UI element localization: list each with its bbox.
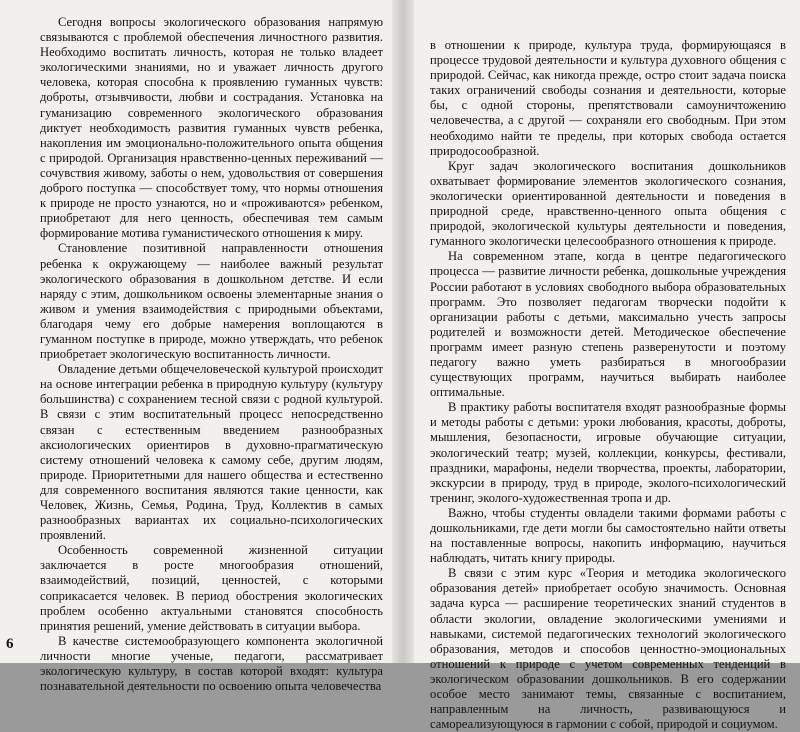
right-paragraph-4: Важно, чтобы студенты овладели такими формами работы с дошкольниками, где дети могли бы самостоятельно найти ответы на поставленные вопросы, накопить информацию, научиться наблюдать, читать книгу природы. xyxy=(430,505,786,566)
right-page xyxy=(414,0,800,732)
book-gutter xyxy=(392,0,414,663)
right-paragraph-5: В связи с этим курс «Теория и методика экологического образования детей» приобретает особую значимость. Основная задача курса — расширение теоретических знаний студентов в области экологии, овладение экологическими умениями и навыками, системой педагогических технологий экологического образования, методов и способов ценностно-эмоциональных отношений к природе с учетом современных тенденций в экологическом образовании дошкольников. В его содержании особое место занимают темы, связанные с воспитанием, направленным на личность, развивающуюся и самореализующуюся в гармонии с собой, природой и социумом. xyxy=(430,566,786,732)
page-number: 6 xyxy=(6,636,14,652)
right-continuation: в отношении к природе, культура труда, формирующаяся в процессе трудовой деятельности и культура духовного общения с природой. Сейчас, как никогда прежде, остро стоит задача поиска таких ограничений свободы сознания и деятельности, которые бы, с одной стороны, препятствовали самоуничтожению человечества, а с другой — сохраняли его свободным. При этом необходимо найти те пределы, при которых свобода остается природосообразной. xyxy=(430,38,786,158)
left-paragraph-4: Особенность современной жизненной ситуации заключается в росте многообразия отношений, взаимодействий, позиций, ценностей, с которыми соприкасается человек. В период обострения экологических проблем особенно актуальными становятся способность принятия решений, умение действовать в ситуации выбора. xyxy=(40,543,383,633)
left-page xyxy=(0,0,392,694)
right-paragraph-3: В практику работы воспитателя входят разнообразные формы и методы работы с детьми: уроки любования, красоты, доброты, мышления, безопасности, игровые обучающие ситуации, экологический театр; музей, коллекции, конкурсы, фестивали, праздники, марафоны, недели творчества, проекты, лаборатории, экскурсии в природу, труд в природе, эколого-психологический тренинг, эколого-художественная тропа и др. xyxy=(430,400,786,505)
left-paragraph-1: Сегодня вопросы экологического образования напрямую связываются с проблемой обеспечения личностного развития. Необходимо воспитать личность, которая не только владеет экологическими знаниями, но и уважает личность другого человека, которая способна к проявлению гуманных чувств: доброты, отзывчивости, любви и сострадания. Установка на гуманизацию современного экологического образования диктует необходимость развития гуманных чувств ребенка, накопления им эмоционально-положительного опыта общения с природой. Организация нравственно-ценных переживаний — сочувствия живому, заботы о нем, удовольствия от совершения доброго поступка — способствует тому, что нормы отношения к природе не просто узнаются, но и «проживаются» ребенком, приобретают для него ценность, обеспечивая тем самым формирование мотива гуманистического отношения к миру. xyxy=(40,15,383,241)
right-paragraph-2: На современном этапе, когда в центре педагогического процесса — развитие личности ребенка, дошкольные учреждения России работают в условиях свободного выбора образовательных программ. Это позволяет педагогам творчески подойти к организации работы с детьми, максимально учесть запросы родителей и возможности детей. Методическое обеспечение программ имеет разную степень разверенутости и поэтому педагогу важно уметь разбираться в многообразии существующих программ, научиться выбирать наиболее оптимальные. xyxy=(430,249,786,400)
left-paragraph-5: В качестве системообразующего компонента экологичной личности многие ученые, педагоги, рассматривает экологическую культуру, в состав которой входят: культура познавательной деятельности по освоению опыта человечества xyxy=(40,633,383,694)
left-paragraph-2: Становление позитивной направленности отношения ребенка к окружающему — наиболее важный результат экологического образования в дошкольном детстве. И если наряду с этим, дошкольником освоены элементарные знания о живом и умения взаимодействия с природными объектами, благодаря чему его добрые намерения воплощаются в гуманном поступке в природе, можно утверждать, что ребенок приобретает экологическую воспитанность личности. xyxy=(40,241,383,362)
right-paragraph-1: Круг задач экологического воспитания дошкольников охватывает формирование элементов экологического сознания, экологически ориентированной деятельности и поведения в природной среде, нравственно-ценного опыта общения с природой, экологической культуры деятельности и поведения, гуманного экологически целесообразного отношения к природе. xyxy=(430,158,786,249)
left-paragraph-3: Овладение детьми общечеловеческой культурой происходит на основе интеграции ребенка в природную культуру (культуру большинства) с сохранением тесной связи с родной культурой. В связи с этим воспитательный процесс непосредственно связан с естественным введением разнообразных аксиологических ориентиров в духовно-прагматическую систему отношений человека к самому себе, другим людям, природе. Приоритетными для нашего общества и естественно для современного воспитания являются такие ценности, как Человек, Жизнь, Семья, Родина, Труд, Коллектив в самых разнообразных вариантах их социально-психологических проявлений. xyxy=(40,362,383,543)
